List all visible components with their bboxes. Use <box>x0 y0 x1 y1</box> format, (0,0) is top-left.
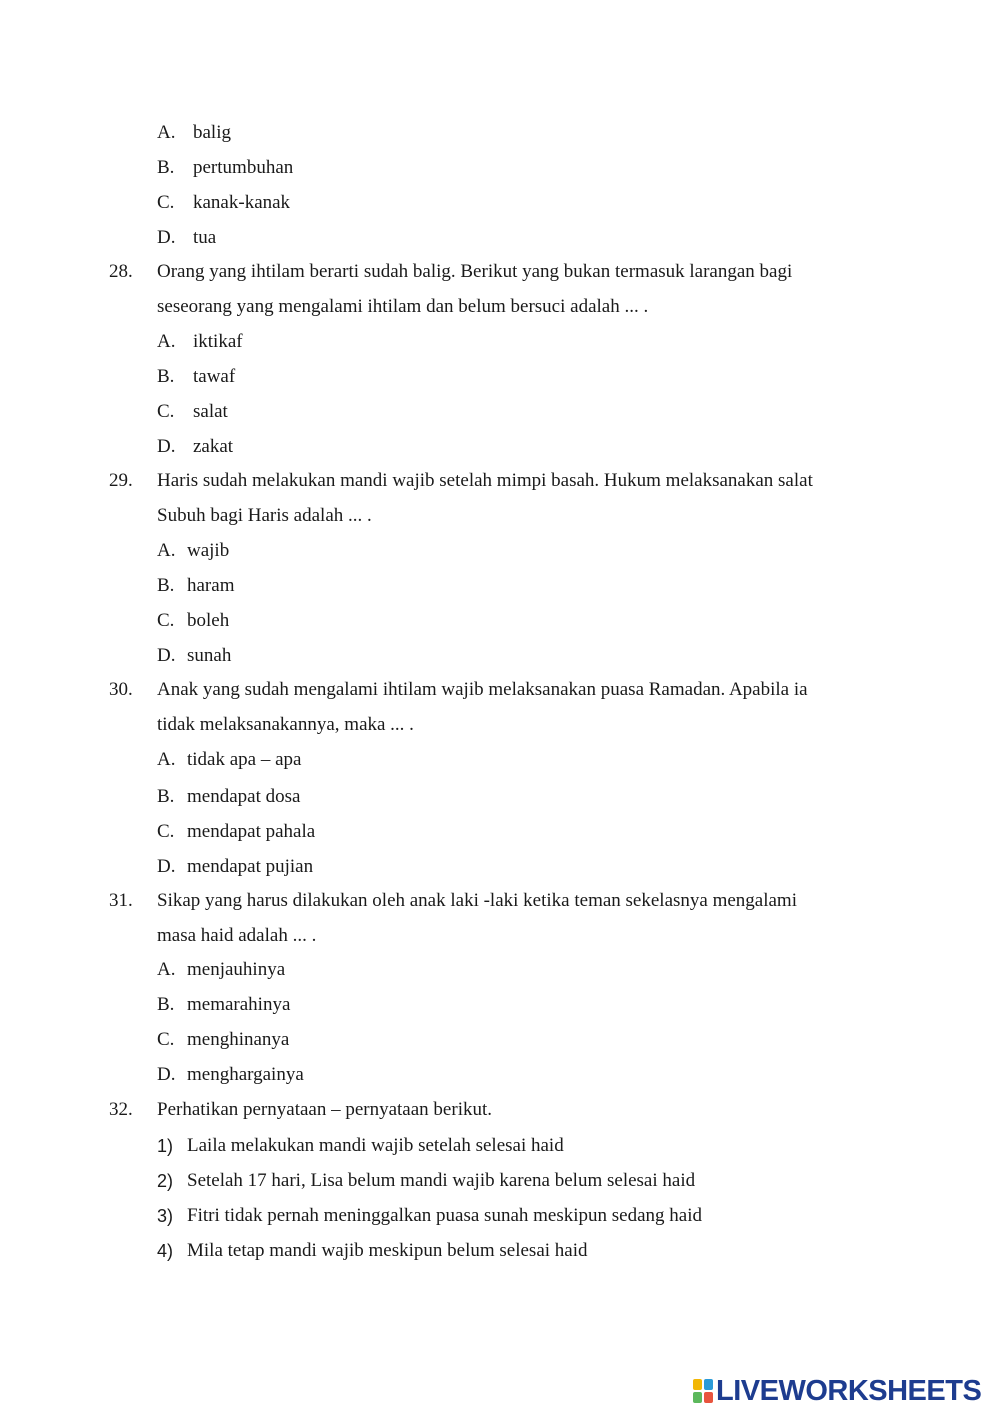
statement-text: Fitri tidak pernah meninggalkan puasa sunah meskipun sedang haid <box>187 1205 702 1226</box>
option-text: menghinanya <box>187 1029 290 1050</box>
option-text: balig <box>193 122 231 143</box>
option-text: mendapat dosa <box>187 786 301 807</box>
option-letter: C. <box>157 610 175 631</box>
question-text: masa haid adalah ... . <box>157 925 317 946</box>
question-number: 31. <box>109 890 133 911</box>
option-text: pertumbuhan <box>193 157 294 178</box>
option-letter: D. <box>157 645 176 666</box>
option-text: menjauhinya <box>187 959 286 980</box>
statement-number: 4) <box>157 1241 174 1261</box>
option-text: tidak apa – apa <box>187 749 302 770</box>
statement-number: 3) <box>157 1206 174 1226</box>
option-letter: C. <box>157 821 175 842</box>
statement-text: Laila melakukan mandi wajib setelah selesai haid <box>187 1135 564 1156</box>
question-text: Perhatikan pernyataan – pernyataan berikut. <box>157 1099 492 1120</box>
option-text: mendapat pahala <box>187 821 316 842</box>
question-number: 29. <box>109 470 133 491</box>
option-text: iktikaf <box>193 331 243 352</box>
option-letter: B. <box>157 157 175 178</box>
option-letter: A. <box>157 540 176 561</box>
question-text: Haris sudah melakukan mandi wajib setelah mimpi basah. Hukum melaksanakan salat <box>157 470 813 491</box>
option-letter: D. <box>157 856 176 877</box>
option-text: kanak-kanak <box>193 192 291 213</box>
statement-number: 1) <box>157 1136 174 1156</box>
statement-number: 2) <box>157 1171 174 1191</box>
question-text: Sikap yang harus dilakukan oleh anak laki -laki ketika teman sekelasnya mengalami <box>157 890 797 911</box>
option-text: haram <box>187 575 235 596</box>
option-letter: A. <box>157 122 176 143</box>
question-text: Anak yang sudah mengalami ihtilam wajib melaksanakan puasa Ramadan. Apabila ia <box>157 679 808 700</box>
option-text: sunah <box>187 645 232 666</box>
option-text: tawaf <box>193 366 236 387</box>
option-letter: B. <box>157 994 175 1015</box>
option-letter: D. <box>157 436 176 457</box>
option-text: mendapat pujian <box>187 856 314 877</box>
question-text: seseorang yang mengalami ihtilam dan belum bersuci adalah ... . <box>157 296 649 317</box>
option-letter: D. <box>157 1064 176 1085</box>
option-letter: C. <box>157 401 175 422</box>
statement-text: Mila tetap mandi wajib meskipun belum selesai haid <box>187 1240 588 1261</box>
option-text: menghargainya <box>187 1064 304 1085</box>
question-text: tidak melaksanakannya, maka ... . <box>157 714 414 735</box>
liveworksheets-logo <box>693 1375 981 1407</box>
question-text: Subuh bagi Haris adalah ... . <box>157 505 372 526</box>
question-number: 28. <box>109 261 133 282</box>
option-letter: B. <box>157 786 175 807</box>
statement-text: Setelah 17 hari, Lisa belum mandi wajib karena belum selesai haid <box>187 1170 696 1191</box>
option-letter: A. <box>157 749 176 770</box>
logo-blocks-icon <box>693 1379 713 1403</box>
question-number: 30. <box>109 679 133 700</box>
option-text: tua <box>193 227 217 248</box>
option-text: wajib <box>187 540 230 561</box>
option-letter: C. <box>157 192 175 213</box>
option-text: boleh <box>187 610 230 631</box>
option-letter: B. <box>157 366 175 387</box>
option-letter: A. <box>157 959 176 980</box>
option-letter: A. <box>157 331 176 352</box>
logo-text: LIVEWORKSHEETS <box>716 1375 982 1407</box>
option-text: zakat <box>193 436 234 457</box>
option-text: memarahinya <box>187 994 291 1015</box>
question-text: Orang yang ihtilam berarti sudah balig. Berikut yang bukan termasuk larangan bagi <box>157 261 793 282</box>
question-number: 32. <box>109 1099 133 1120</box>
option-text: salat <box>193 401 228 422</box>
option-letter: B. <box>157 575 175 596</box>
option-letter: D. <box>157 227 176 248</box>
option-letter: C. <box>157 1029 175 1050</box>
